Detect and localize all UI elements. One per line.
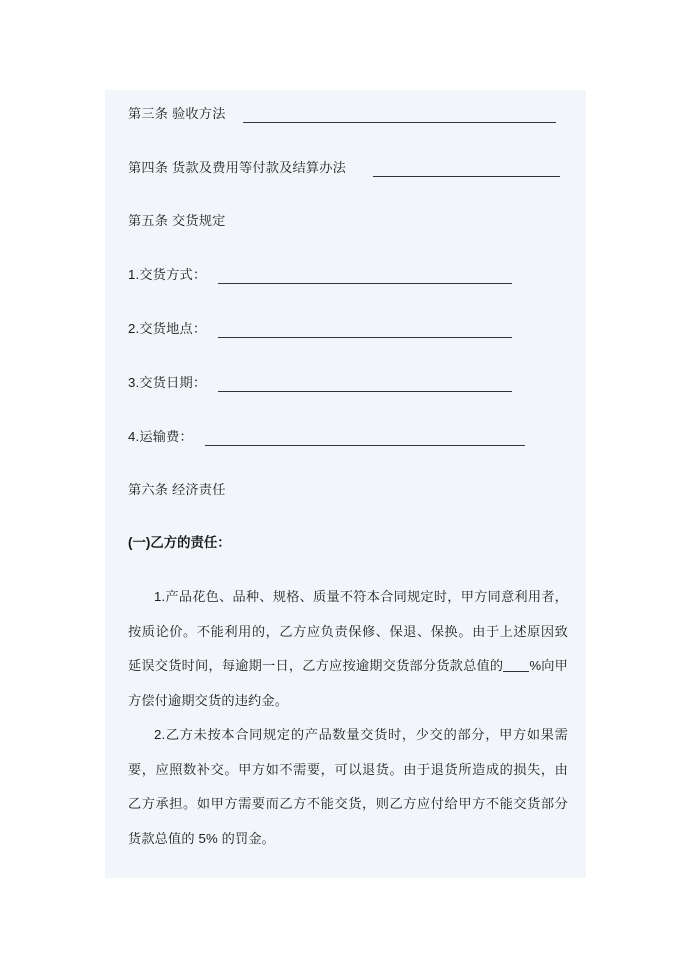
- paragraph-1-text-after-blank: %向甲方偿付逾期交货的违约金。: [128, 658, 568, 708]
- delivery-item-3-label: 3.交货日期：: [128, 375, 207, 390]
- delivery-item-4-label: 4.运输费：: [128, 429, 193, 444]
- delivery-item-2-fill-rule: [218, 337, 512, 338]
- responsibility-paragraph-2: 2.乙方未按本合同规定的产品数量交货时，少交的部分，甲方如果需要，应照数补交。甲方如不需要，可以退货。由于退货所造成的损失，由乙方承担。如甲方需要而乙方不能交货，则乙方应付给甲方不能交货部分货款总值的 5% 的罚金。: [128, 727, 568, 846]
- document-content-block: [105, 90, 586, 878]
- paragraph-1-text-before-blank: 1.产品花色、品种、规格、质量不符本合同规定时，甲方同意利用者，按质论价。不能利用的，乙方应负责保修、保退、保换。由于上述原因致延误交货时间，每逾期一日，乙方应按逾期交货部分货款总值的: [128, 589, 568, 673]
- delivery-item-3-fill-rule: [218, 391, 512, 392]
- clause-6-subheading: (一)乙方的责任：: [128, 535, 231, 550]
- clause-4-fill-rule: [373, 176, 560, 177]
- responsibility-paragraph-1: [128, 580, 568, 718]
- clause-3-fill-rule: [243, 122, 556, 123]
- clause-3-label: 第三条 验收方法: [128, 106, 226, 121]
- delivery-item-2-label: 2.交货地点：: [128, 321, 207, 336]
- paragraph-1-inline-blank: [503, 671, 529, 672]
- clause-4-label: 第四条 货款及费用等付款及结算办法: [128, 160, 347, 175]
- delivery-item-1-label: 1.交货方式：: [128, 267, 207, 282]
- delivery-item-1-fill-rule: [218, 283, 512, 284]
- clause-5-label: 第五条 交货规定: [128, 213, 226, 228]
- clause-6-label: 第六条 经济责任: [128, 482, 226, 497]
- delivery-item-4-fill-rule: [205, 445, 525, 446]
